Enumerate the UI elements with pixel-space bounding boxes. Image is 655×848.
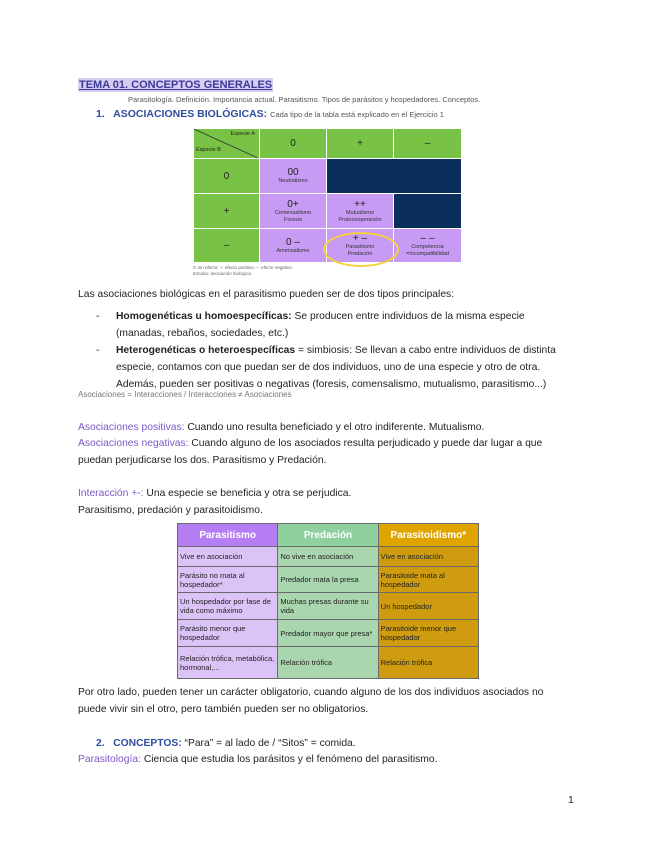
- row-header: –: [194, 229, 260, 263]
- closing-line-2: puede vivir sin el otro, pero también pueden ser no obligatorios.: [78, 704, 369, 715]
- page-number: 1: [568, 794, 574, 806]
- page-subtitle: Parasitología. Definición. Importancia actual. Parasitismo. Tipos de parásitos y hospedadores. Conceptos.: [128, 95, 481, 104]
- table-row: Relación trófica, metabólica, hormonal,... Relación trófica Relación trófica: [178, 647, 479, 679]
- matrix-cell-amensalismo: 0 – Amensalismo: [260, 229, 327, 263]
- col-header-predacion: Predación: [278, 524, 378, 547]
- list-item: - Heterogenéticas o heteroespecíficas = simbiosis: Se llevan a cabo entre individuos de distinta especie, contamos con que puedan ser de dos individuos, uno de una especie y otro de otra. Además, pueden ser positivas o negativas (foresis, comensalismo, mutualismo, parasitismo...): [96, 345, 556, 390]
- col-header-parasitoidismo: Parasitoidismo*: [378, 524, 478, 547]
- table-row: Un hospedador por fase de vida como máximo Muchas presas durante su vida Un hospedador: [178, 593, 479, 620]
- closing-line-1: Por otro lado, pueden tener un carácter obligatorio, cuando alguno de los dos individuos asociados no: [78, 687, 544, 698]
- section-note: Cada tipo de la tabla está explicado en el Ejercicio 1: [270, 110, 444, 119]
- species-b-label: Especie B: [196, 147, 221, 153]
- row-header: +: [194, 194, 260, 229]
- matrix-cell-comensalismo: 0+ Comensalismo Foresis: [260, 194, 327, 229]
- section-1-heading: [96, 108, 444, 120]
- intro-paragraph: Las asociaciones biológicas en el parasitismo pueden ser de dos tipos principales:: [78, 289, 455, 300]
- list-item: - Homogenéticas u homoespecíficas: Se producen entre individuos de la misma especie (manadas, rebaños, sociedades, etc.): [96, 311, 525, 339]
- page-title: TEMA 01. CONCEPTOS GENERALES: [79, 79, 273, 91]
- section-title: ASOCIACIONES BIOLÓGICAS:: [113, 108, 268, 120]
- col-header-parasitismo: Parasitismo: [178, 524, 278, 547]
- negativas-line-2: puedan perjudicarse los dos. Parasitismo y Predación.: [78, 455, 327, 466]
- association-types-list: [96, 308, 566, 393]
- matrix-cell-competencia: – – Competencia =Incompatibilidad: [394, 229, 462, 263]
- matrix-legend: 0: sin efecto; +: efecto positivo; –: efecto negativo. Estudio: asociación biológica.: [193, 265, 293, 276]
- matrix-cell-mutualismo: ++ Mutualismo Protocooperación: [327, 194, 394, 229]
- highlight-ellipse: [323, 232, 399, 267]
- col-header: –: [394, 129, 462, 159]
- col-header: 0: [260, 129, 327, 159]
- table-row: Parásito no mata al hospedador* Predador mata la presa Parasitoide mata al hospedador: [178, 567, 479, 593]
- species-a-label: Especie A: [230, 131, 255, 137]
- section-number: 1.: [96, 108, 105, 120]
- row-header: 0: [194, 159, 260, 194]
- matrix-cell-parasitismo: + – Parasitismo Predación: [327, 229, 394, 263]
- matrix-empty-cell: [327, 159, 462, 194]
- negativas-line: Asociaciones negativas: Cuando alguno de los asociados resulta perjudicado y puede dar lugar a que: [78, 438, 543, 449]
- interaccion-line: Interacción +-: Una especie se beneficia y otra se perjudica.: [78, 488, 352, 499]
- parasitologia-definition: Parasitología: Ciencia que estudia los parásitos y el fenómeno del parasitismo.: [78, 754, 438, 765]
- matrix-cell-neutralismo: 00 Neutralismo: [260, 159, 327, 194]
- table-row: Vive en asociación No vive en asociación Vive en asociación: [178, 547, 479, 567]
- types-line: Parasitismo, predación y parasitoidismo.: [78, 505, 263, 516]
- section-2-heading: 2. CONCEPTOS: “Para” = al lado de / “Sitos” = comida.: [96, 738, 356, 749]
- table-row: Parásito menor que hospedador Predador mayor que presa* Parasitoide menor que hospedador: [178, 620, 479, 647]
- positivas-line: Asociaciones positivas: Cuando uno resulta beneficiado y el otro indiferente. Mutualismo.: [78, 422, 485, 433]
- matrix-empty-cell: [394, 194, 462, 229]
- comparison-table: [177, 523, 479, 679]
- interacciones-note: Asociaciones = Interacciones / Interacciones ≠ Asociaciones: [78, 390, 292, 399]
- col-header: +: [327, 129, 394, 159]
- matrix-corner: [194, 129, 260, 159]
